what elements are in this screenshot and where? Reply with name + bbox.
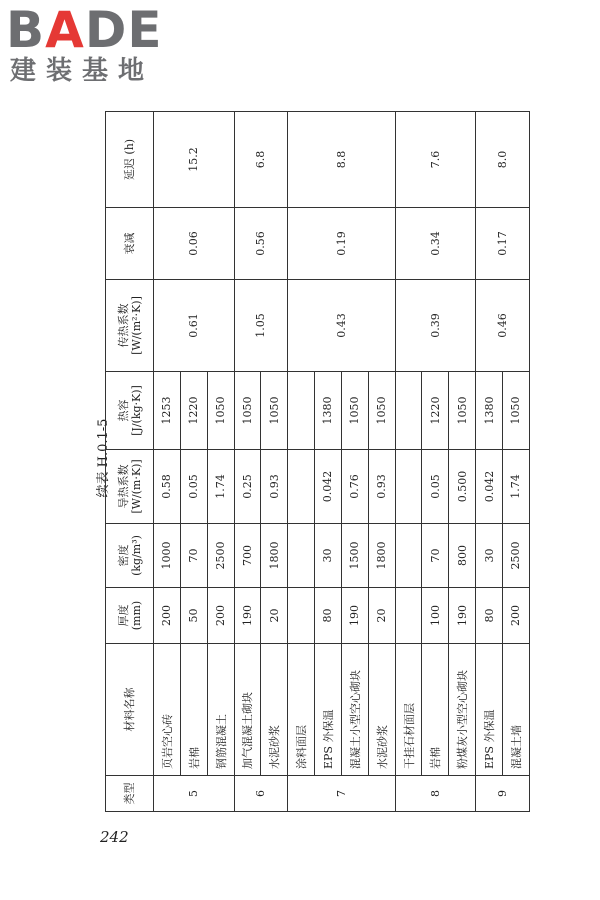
cell-thickness: 100 [422, 588, 449, 644]
header-density: 密度 (kg/m³) [106, 524, 154, 588]
cell-heat-capacity: 1050 [261, 372, 288, 450]
cell-thickness: 20 [368, 588, 395, 644]
cell-attenuation: 0.06 [154, 208, 235, 280]
cell-density: 2500 [502, 524, 529, 588]
cell-conductivity: 0.05 [422, 450, 449, 524]
cell-thickness: 200 [502, 588, 529, 644]
page-number: 242 [100, 828, 129, 846]
cell-name: 加气混凝土砌块 [234, 644, 261, 776]
cell-thickness [288, 588, 315, 644]
cell-thickness: 200 [154, 588, 181, 644]
header-thickness: 厚度 (mm) [106, 588, 154, 644]
cell-density: 2500 [207, 524, 234, 588]
cell-type: 7 [288, 776, 395, 812]
cell-thickness: 190 [449, 588, 476, 644]
cell-density [288, 524, 315, 588]
cell-heat-capacity: 1050 [368, 372, 395, 450]
cell-density [395, 524, 422, 588]
table-row [288, 112, 315, 812]
cell-density: 70 [422, 524, 449, 588]
cell-heat-capacity: 1050 [207, 372, 234, 450]
cell-name: 岩棉 [422, 644, 449, 776]
cell-thickness: 190 [234, 588, 261, 644]
cell-thickness: 50 [180, 588, 207, 644]
cell-conductivity: 0.042 [476, 450, 503, 524]
cell-transfer: 0.61 [154, 280, 235, 372]
cell-delay: 6.8 [234, 112, 288, 208]
cell-name: 水泥砂浆 [261, 644, 288, 776]
cell-heat-capacity: 1050 [341, 372, 368, 450]
table-row [476, 112, 503, 812]
cell-density: 70 [180, 524, 207, 588]
header-transfer: 传热系数 [W/(m²·K)] [106, 280, 154, 372]
header-delay: 延迟 (h) [106, 112, 154, 208]
table-row [234, 112, 261, 812]
cell-name: 粉煤灰小型空心砌块 [449, 644, 476, 776]
cell-name: 混凝土墙 [502, 644, 529, 776]
cell-density: 30 [476, 524, 503, 588]
cell-thickness: 200 [207, 588, 234, 644]
cell-heat-capacity: 1050 [502, 372, 529, 450]
cell-conductivity: 0.042 [315, 450, 342, 524]
cell-heat-capacity [288, 372, 315, 450]
header-name: 材料名称 [106, 644, 154, 776]
cell-heat-capacity: 1380 [315, 372, 342, 450]
table-caption: 续表 H.0.1-5 [96, 418, 111, 498]
cell-heat-capacity: 1050 [449, 372, 476, 450]
table-header-row [106, 112, 154, 812]
table-body [154, 112, 530, 812]
cell-density: 1800 [368, 524, 395, 588]
cell-delay: 8.8 [288, 112, 395, 208]
cell-heat-capacity: 1220 [180, 372, 207, 450]
cell-conductivity: 0.93 [368, 450, 395, 524]
cell-delay: 7.6 [395, 112, 476, 208]
cell-density: 1000 [154, 524, 181, 588]
cell-conductivity: 0.25 [234, 450, 261, 524]
cell-thickness: 80 [315, 588, 342, 644]
logo-wordmark: BADE [6, 1, 163, 59]
header-conductivity: 导热系数 [W/(m·K)] [106, 450, 154, 524]
cell-transfer: 0.43 [288, 280, 395, 372]
cell-type: 6 [234, 776, 288, 812]
cell-thickness: 80 [476, 588, 503, 644]
cell-density: 30 [315, 524, 342, 588]
cell-attenuation: 0.34 [395, 208, 476, 280]
cell-density: 1800 [261, 524, 288, 588]
cell-name: 涂料面层 [288, 644, 315, 776]
brand-logo [6, 1, 176, 86]
logo-subtitle: 建装基地 [10, 56, 155, 86]
cell-name: EPS 外保温 [476, 644, 503, 776]
cell-attenuation: 0.19 [288, 208, 395, 280]
cell-heat-capacity: 1220 [422, 372, 449, 450]
cell-attenuation: 0.56 [234, 208, 288, 280]
cell-thickness: 190 [341, 588, 368, 644]
cell-density: 1500 [341, 524, 368, 588]
cell-type: 8 [395, 776, 476, 812]
cell-heat-capacity [395, 372, 422, 450]
cell-delay: 8.0 [476, 112, 530, 208]
cell-conductivity [288, 450, 315, 524]
cell-conductivity [395, 450, 422, 524]
header-heat-capacity: 热容 [J/(kg·K)] [106, 372, 154, 450]
header-type: 类型 [106, 776, 154, 812]
cell-heat-capacity: 1050 [234, 372, 261, 450]
cell-conductivity: 1.74 [207, 450, 234, 524]
cell-conductivity: 0.05 [180, 450, 207, 524]
cell-name: 页岩空心砖 [154, 644, 181, 776]
cell-conductivity: 1.74 [502, 450, 529, 524]
cell-transfer: 0.39 [395, 280, 476, 372]
cell-transfer: 0.46 [476, 280, 530, 372]
cell-thickness [395, 588, 422, 644]
material-table [105, 111, 530, 812]
cell-name: EPS 外保温 [315, 644, 342, 776]
cell-conductivity: 0.93 [261, 450, 288, 524]
cell-name: 水泥砂浆 [368, 644, 395, 776]
cell-delay: 15.2 [154, 112, 235, 208]
cell-type: 9 [476, 776, 530, 812]
cell-name: 岩棉 [180, 644, 207, 776]
cell-heat-capacity: 1380 [476, 372, 503, 450]
cell-density: 800 [449, 524, 476, 588]
cell-type: 5 [154, 776, 235, 812]
cell-name: 干挂石材面层 [395, 644, 422, 776]
cell-transfer: 1.05 [234, 280, 288, 372]
cell-conductivity: 0.500 [449, 450, 476, 524]
cell-heat-capacity: 1253 [154, 372, 181, 450]
cell-conductivity: 0.76 [341, 450, 368, 524]
header-attenuation: 衰减 [106, 208, 154, 280]
table-row [154, 112, 181, 812]
cell-thickness: 20 [261, 588, 288, 644]
cell-attenuation: 0.17 [476, 208, 530, 280]
cell-name: 钢筋混凝土 [207, 644, 234, 776]
table-row [395, 112, 422, 812]
cell-name: 混凝土小型空心砌块 [341, 644, 368, 776]
table-container [105, 112, 530, 812]
cell-density: 700 [234, 524, 261, 588]
cell-conductivity: 0.58 [154, 450, 181, 524]
